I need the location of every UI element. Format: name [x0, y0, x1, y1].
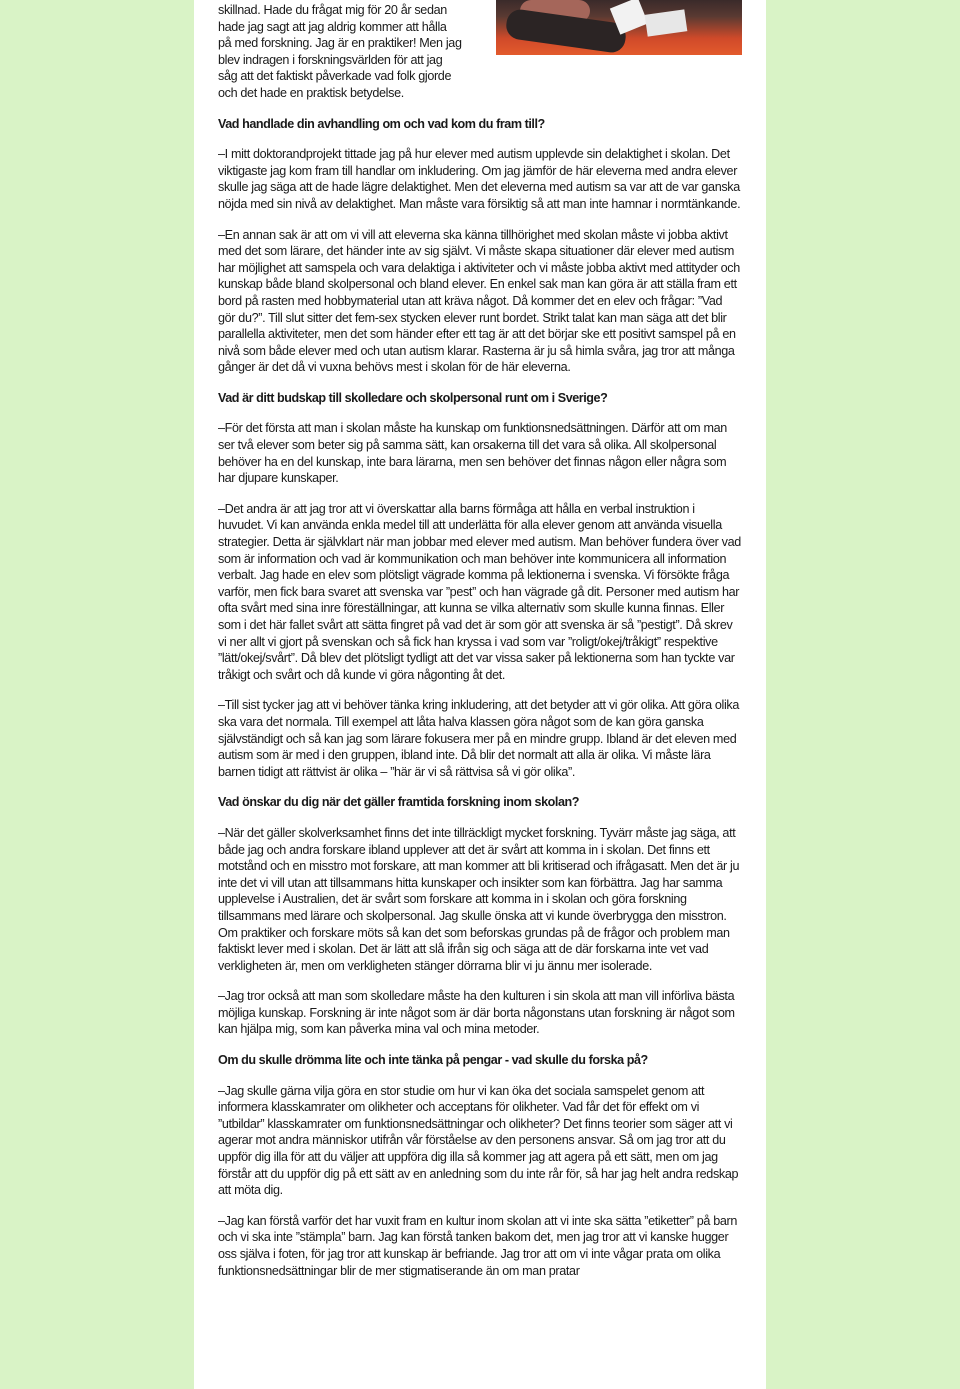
article-body	[218, 0, 742, 1279]
answer-paragraph: –Det andra är att jag tror att vi överskattar alla barns förmåga att hålla en verbal instruktion i huvudet. Vi kan använda enkla medel till att underlätta för alla elever genom att använda visuella strategier. Detta är självklart när man jobbar med elever med autism. Man behöver fundera över vad som är information och vad är kommunikation och man behöver inte kommunicera all information verbalt. Jag hade en elev som plötsligt vägrade komma på lektionerna i svenska. Vi försökte fråga varför, men fick bara svaret att svenska var ”pest” och han vägrade gå dit. Personer med autism har ofta svårt med sina inre föreställningar, att kunna se vilka alternativ som skulle kunna finnas. Eller som i det här fallet svårt att sätta fingret på vad det är som gör att svenska är så ”pestigt”. Då skrev vi ner allt vi gjort på svenskan och så fick han kryssa i vad som var ”roligt/okej/tråkigt” respektive ”lätt/okej/svårt”. Då blev det plötsligt tydligt att det var vissa saker på lektionerna som han tyckte var tråkigt och svårt och då kunde vi göra någonting åt det.	[218, 501, 741, 682]
question-heading: Vad är ditt budskap till skolledare och skolpersonal runt om i Sverige?	[218, 390, 608, 405]
answer-paragraph: –En annan sak är att om vi vill att eleverna ska känna tillhörighet med skolan måste vi jobba aktivt med det som lärare, det händer inte av sig självt. Vi måste skapa situationer där elever med autism har möjlighet att samspela och vara delaktiga i aktiviteter och vi måste jobba aktivt med attityder och kunskap både bland skolpersonal och bland elever. En enkel sak man kan göra är att ställa fram ett bord på rasten med hobbymaterial utan att kräva något. Då kommer det en elev och frågar: ”Vad gör du?”. Till slut sitter det fem-sex stycken elever runt bordet. Strikt talat kan man säga att det blir parallella aktiviteter, men det som händer efter ett tag är att det börjar ske ett positivt samspel på en nivå som både elever med och utan autism klarar. Rasterna är ju så himla svåra, jag tror att många gånger är det då vi vuxna behövs mest i skolan för de här eleverna.	[218, 227, 740, 375]
question-heading: Vad handlade din avhandling om och vad kom du fram till?	[218, 116, 545, 131]
answer-paragraph: –Jag tror också att man som skolledare måste ha den kulturen i sin skola att man vill införliva bästa möjliga kunskap. Forskning är inte något som är där borta någonstans utan forskning är något som kan hjälpa mig, som kan påverka mina val och mina metoder.	[218, 989, 735, 1037]
answer-paragraph: –Till sist tycker jag att vi behöver tänka kring inkludering, att det betyder att vi gör olika. Att göra olika ska vara det normala. Till exempel att låta halva klassen göra något som de kan göra ganska självständigt och så kan jag som lärare fokusera mer på en mindre grupp. Ibland är det eleven med autism som är med i den gruppen, ibland inte. Då blir det normalt att alla är olika. Vi måste lära barnen tidigt att rättvist är olika – ”här är vi så rättvisa så vi gör olika”.	[218, 698, 740, 779]
question-heading: Vad önskar du dig när det gäller framtida forskning inom skolan?	[218, 795, 579, 810]
answer-paragraph: –För det första att man i skolan måste ha kunskap om funktionsnedsättningen. Därför att om man ser två elever som beter sig på samma sätt, kan orsakerna till det vara så olika. All skolpersonal behöver ha en del kunskap, inte bara lärarna, men sen behöver det finnas någon eller några som har djupare kunskaper.	[218, 421, 727, 486]
answer-paragraph: –Jag kan förstå varför det har vuxit fram en kultur inom skolan att vi inte ska sätta ”etiketter” på barn och vi ska inte ”stämpla” barn. Jag kan förstå tanken bakom det, men jag tror att vi kanske hugger oss själva i foten, för jag tror att kunskap är befriande. Jag tror att om vi inte vågar prata om olika funktionsnedsättningar blir de mer stigmatiserande än om man pratar	[218, 1213, 738, 1278]
answer-paragraph: –I mitt doktorandprojekt tittade jag på hur elever med autism upplevde sin delaktighet i skolan. Det viktigaste jag kom fram till handlar om inkludering. Om jag jämför de här eleverna med andra elever skulle jag säga att de hade lägre delaktighet. Men det eleverna med autism sa var att de var ganska nöjda med sin nivå av delaktighet. Man måste vara försiktig så att man inte hamnar i normtänkande.	[218, 147, 741, 211]
question-heading: Om du skulle drömma lite och inte tänka på pengar - vad skulle du forska på?	[218, 1053, 648, 1068]
answer-paragraph: –När det gäller skolverksamhet finns det inte tillräckligt mycket forskning. Tyvärr måste jag säga, att både jag och andra forskare ibland upplever att det är svårt att komma in i skolan. Det finns ett motstånd och en misstro mot forskare, att man kommer att bli kritiserad och ifrågasatt. Men det är ju inte det vi vill utan att tillsammans hitta kunskaper och insikter som kan förbättra. Jag har samma upplevelse i Australien, det är svårt som forskare att komma in i skolan och göra forskning tillsammans med lärare och skolpersonal. Jag skulle önska att vi kunde överbrygga den misstron. Om praktiker och forskare möts så kan det som beforskas grundas på de frågor och problem man faktiskt lever med i skolan. Det är lätt att slå ifrån sig och säga att de där forskarna inte vet vad verkligheten är, men om verkligheten stänger dörrarna blir vi ju ännu mer isolerade.	[218, 825, 740, 973]
page-column	[194, 0, 766, 1389]
answer-paragraph: –Jag skulle gärna vilja göra en stor studie om hur vi kan öka det sociala samspelet genom att informera klasskamrater om olikheter och acceptans för olikheter. Vad får det för effekt om vi ”utbildar” klasskamrater om funktionsnedsättningar och olikheter? Det finns teorier som säger att vi agerar mot andra människor utifrån vår förståelse av den personens ansvar. Så om jag tror att du uppför dig illa för att du väljer att uppföra dig illa så kommer jag att agera på ett sätt, men om jag förstår att du uppför dig på ett sätt av en anledning som du inte rår för, så har jag helt andra redskap att möta dig.	[218, 1083, 739, 1198]
intro-paragraph: skillnad. Hade du frågat mig för 20 år sedan hade jag sagt att jag aldrig kommer att hålla på med forskning. Jag är en praktiker! Men jag blev indragen i forskningsvärlden för att jag såg att det faktiskt påverkade vad folk gjorde och det hade en praktisk betydelse.	[218, 3, 462, 100]
